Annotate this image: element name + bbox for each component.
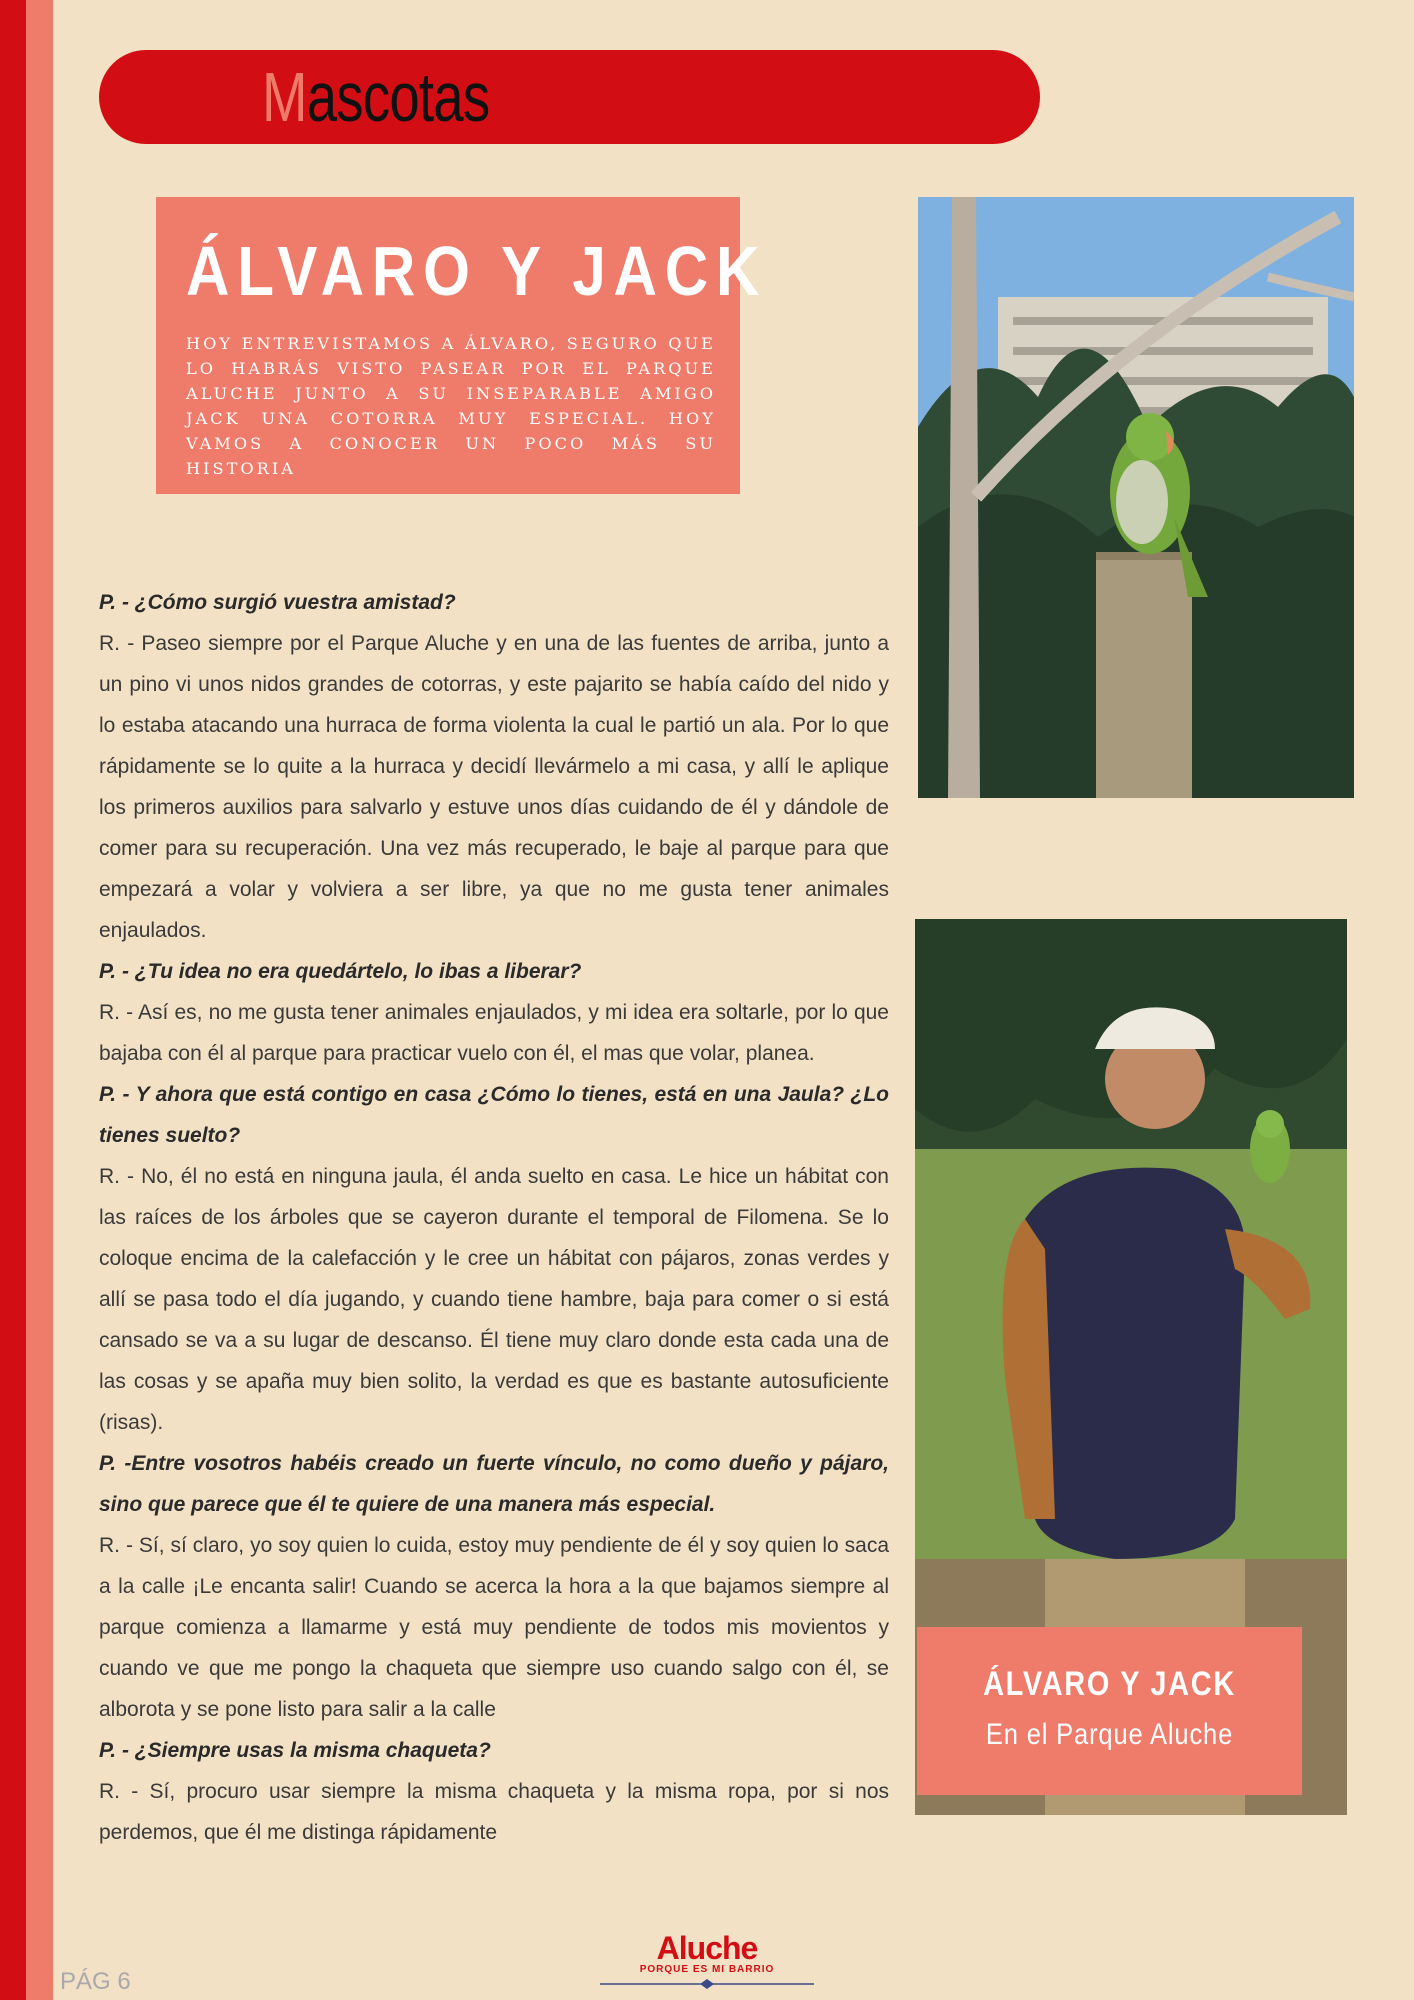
section-title-rest: ascotas: [306, 58, 490, 136]
question-1: P. - ¿Cómo surgió vuestra amistad?: [99, 591, 456, 614]
logo-ornament-icon: [600, 1979, 814, 1989]
parrot-photo: [918, 197, 1354, 798]
question-3: P. - Y ahora que está contigo en casa ¿Cómo lo tienes, está en una Jaula? ¿Lo tienes suelto?: [99, 1083, 889, 1147]
interview-article: [99, 582, 889, 1853]
question-4: P. -Entre vosotros habéis creado un fuerte vínculo, no como dueño y pájaro, sino que parece que él te quiere de una manera más especial.: [99, 1452, 889, 1516]
answer-2: R. - Así es, no me gusta tener animales enjaulados, y mi idea era soltarle, por lo que bajaba con él al parque para practicar vuelo con él, el mas que volar, planea.: [99, 1001, 889, 1065]
left-salmon-stripe: [26, 0, 53, 2000]
photo-caption: [917, 1627, 1302, 1795]
answer-5: R. - Sí, procuro usar siempre la misma chaqueta y la misma ropa, por si nos perdemos, que él me distinga rápidamente: [99, 1780, 889, 1844]
aluche-logo: [590, 1932, 824, 1998]
page-number: PÁG 6: [60, 1968, 131, 1995]
answer-4: R. - Sí, sí claro, yo soy quien lo cuida, estoy muy pendiente de él y soy quien lo saca a la calle ¡Le encanta salir! Cuando se acerca la hora a la que bajamos siempre al parque comienza a llamarme y está muy pendiente de todos mis movientos y cuando ve que me pongo la chaqueta que siempre uso cuando salgo con él, se alborota y se pone listo para salir a la calle: [99, 1534, 889, 1721]
section-title: [262, 50, 489, 144]
intro-box: [156, 197, 768, 494]
parrot-photo-illustration: [918, 197, 1354, 798]
answer-3: R. - No, él no está en ninguna jaula, él anda suelto en casa. Le hice un hábitat con las raíces de los árboles que se cayeron durante el temporal de Filomena. Se lo coloque encima de la calefacción y le cree un hábitat con pájaros, zonas verdes y allí se pasa todo el día jugando, y cuando tiene hambre, baja para comer o si está cansado se va a su lugar de descanso. Él tiene muy claro donde esta cada una de las cosas y se apaña muy bien solito, la verdad es que es bastante autosuficiente (risas).: [99, 1165, 889, 1434]
question-2: P. - ¿Tu idea no era quedártelo, lo ibas a liberar?: [99, 960, 582, 983]
logo-name: Aluche: [656, 1930, 758, 1966]
question-5: P. - ¿Siempre usas la misma chaqueta?: [99, 1739, 491, 1762]
section-title-initial: M: [262, 58, 307, 136]
section-banner: [99, 50, 1040, 144]
caption-title: ÁLVARO Y JACK: [983, 1665, 1236, 1703]
logo-tagline: PORQUE ES MI BARRIO: [639, 1964, 775, 1975]
intro-title: ÁLVARO Y JACK: [186, 232, 768, 310]
caption-subtitle: En el Parque Aluche: [985, 1718, 1234, 1751]
intro-text: HOY ENTREVISTAMOS A ÁLVARO, SEGURO QUE LO HABRÁS VISTO PASEAR POR EL PARQUE ALUCHE JUNTO A SU INSEPARABLE AMIGO JACK UNA COTORRA MUY ESPECIAL. HOY VAMOS A CONOCER UN POCO MÁS SU HISTORIA: [186, 334, 716, 478]
answer-1: R. - Paseo siempre por el Parque Aluche y en una de las fuentes de arriba, junto a un pino vi unos nidos grandes de cotorras, y este pajarito se había caído del nido y lo estaba atacando una hurraca de forma violenta la cual le partió un ala. Por lo que rápidamente se lo quite a la hurraca y decidí llevármelo a mi casa, y allí le aplique los primeros auxilios para salvarlo y estuve unos días cuidando de él y dándole de comer para su recuperación. Una vez más recuperado, le baje al parque para que empezará a volar y volviera a ser libre, ya que no me gusta tener animales enjaulados.: [99, 632, 889, 942]
left-red-stripe: [0, 0, 26, 2000]
